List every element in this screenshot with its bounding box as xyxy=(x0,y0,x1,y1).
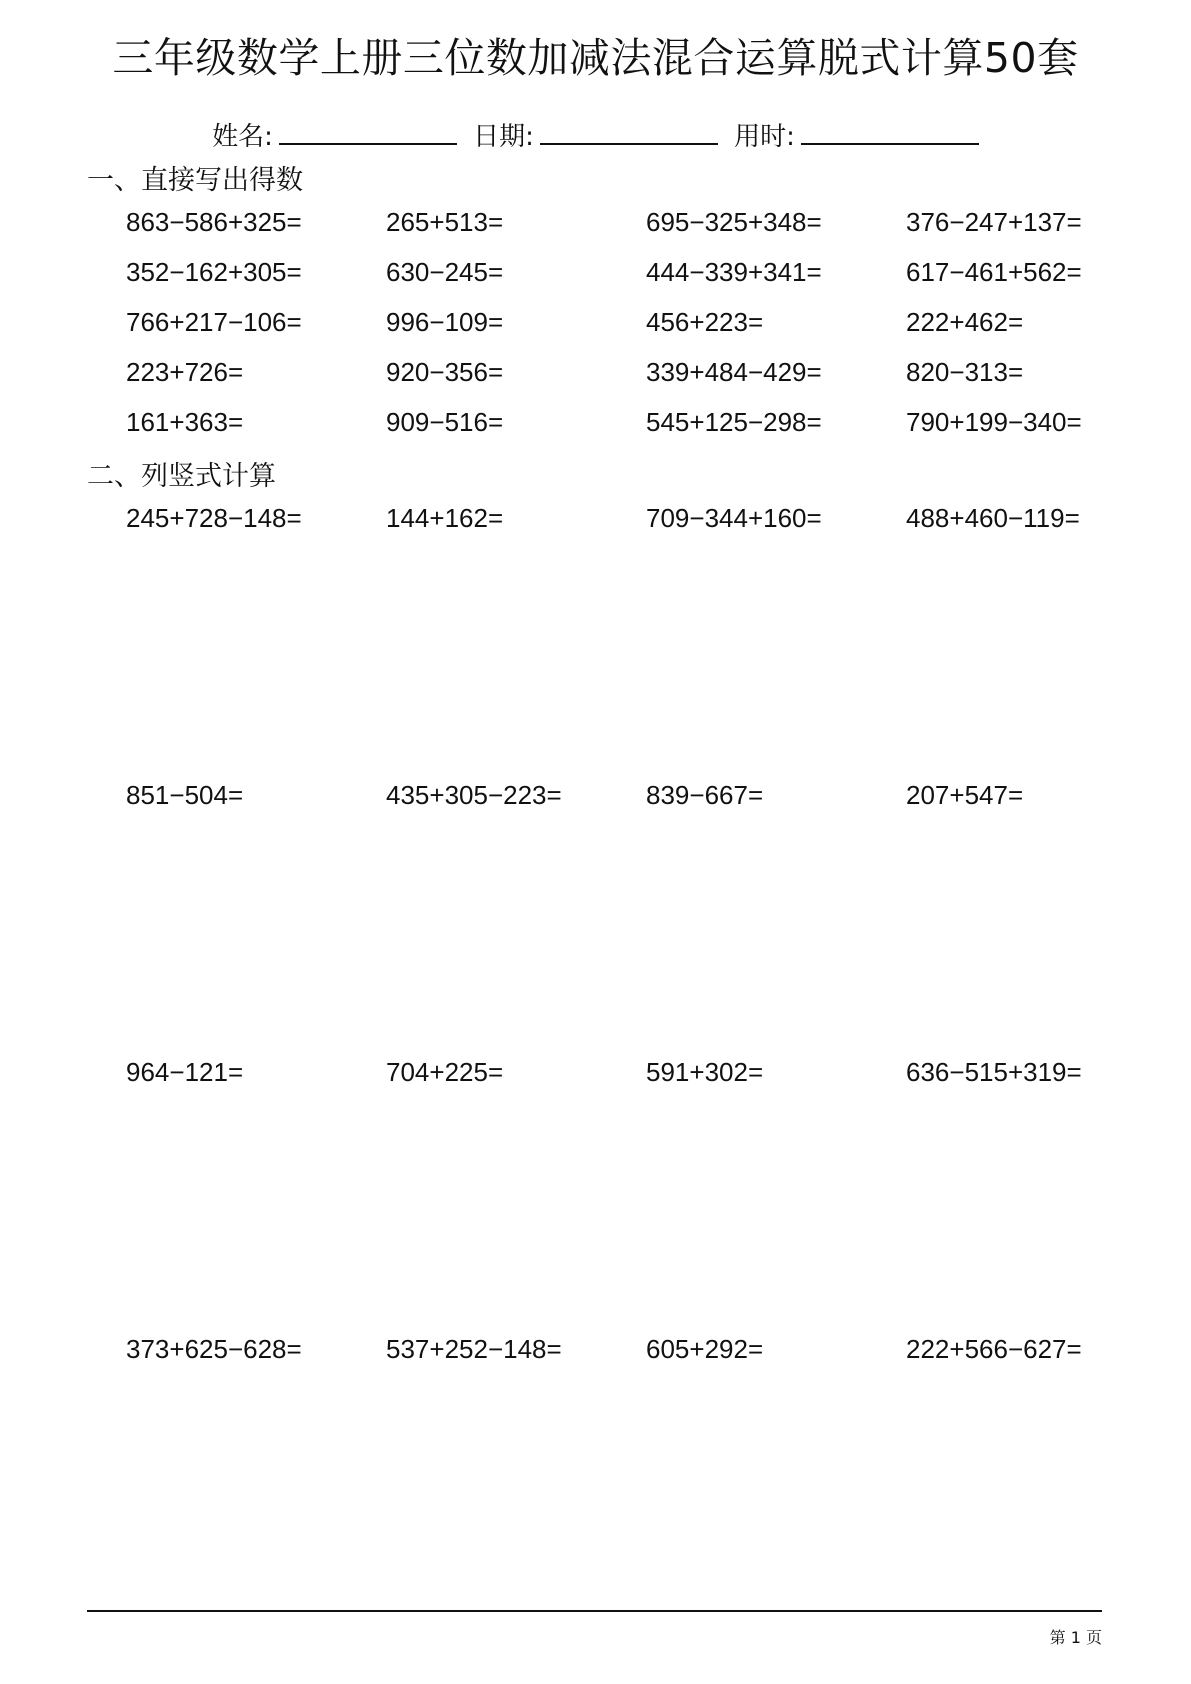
problem-item: 144+162= xyxy=(386,503,504,533)
problem-item: 704+225= xyxy=(386,1057,504,1087)
problem-item: 545+125−298= xyxy=(646,407,822,437)
problem-item: 920−356= xyxy=(386,357,504,387)
worksheet-title: 三年级数学上册三位数加减法混合运算脱式计算50套 xyxy=(112,34,1079,82)
problem-item: 223+726= xyxy=(126,357,244,387)
problem-item: 605+292= xyxy=(646,1334,764,1364)
problem-item: 636−515+319= xyxy=(906,1057,1082,1087)
problem-item: 695−325+348= xyxy=(646,207,822,237)
page-number: 第 1 页 xyxy=(1049,1628,1102,1647)
student-info-row xyxy=(0,117,1191,155)
section-heading-vertical: 二、列竖式计算 xyxy=(87,461,276,492)
date-blank[interactable] xyxy=(540,117,718,145)
name-blank[interactable] xyxy=(279,117,457,145)
problem-item: 964−121= xyxy=(126,1057,244,1087)
problem-item: 265+513= xyxy=(386,207,504,237)
problem-item: 376−247+137= xyxy=(906,207,1082,237)
name-label: 姓名: xyxy=(212,122,273,152)
time-label: 用时: xyxy=(734,122,795,152)
problem-item: 207+547= xyxy=(906,780,1024,810)
problem-item: 790+199−340= xyxy=(906,407,1082,437)
time-field xyxy=(734,117,979,155)
problem-item: 863−586+325= xyxy=(126,207,302,237)
problem-item: 537+252−148= xyxy=(386,1334,562,1364)
date-field xyxy=(473,117,718,155)
time-blank[interactable] xyxy=(801,117,979,145)
problem-item: 630−245= xyxy=(386,257,504,287)
problem-item: 617−461+562= xyxy=(906,257,1082,287)
problem-item: 820−313= xyxy=(906,357,1024,387)
problem-item: 373+625−628= xyxy=(126,1334,302,1364)
problem-item: 488+460−119= xyxy=(906,503,1080,533)
section-heading-direct: 一、直接写出得数 xyxy=(87,165,303,196)
name-field xyxy=(212,117,457,155)
problem-item: 709−344+160= xyxy=(646,503,822,533)
problem-item: 161+363= xyxy=(126,407,244,437)
problem-item: 245+728−148= xyxy=(126,503,302,533)
footer-divider xyxy=(87,1610,1102,1612)
date-label: 日期: xyxy=(473,122,534,152)
problem-item: 222+462= xyxy=(906,307,1024,337)
problem-item: 435+305−223= xyxy=(386,780,562,810)
problem-item: 839−667= xyxy=(646,780,764,810)
problem-item: 591+302= xyxy=(646,1057,764,1087)
problem-item: 444−339+341= xyxy=(646,257,822,287)
problem-item: 766+217−106= xyxy=(126,307,302,337)
problem-item: 851−504= xyxy=(126,780,244,810)
problem-item: 456+223= xyxy=(646,307,764,337)
problem-item: 339+484−429= xyxy=(646,357,822,387)
problem-item: 996−109= xyxy=(386,307,504,337)
problem-item: 352−162+305= xyxy=(126,257,302,287)
problem-item: 222+566−627= xyxy=(906,1334,1082,1364)
problem-item: 909−516= xyxy=(386,407,504,437)
